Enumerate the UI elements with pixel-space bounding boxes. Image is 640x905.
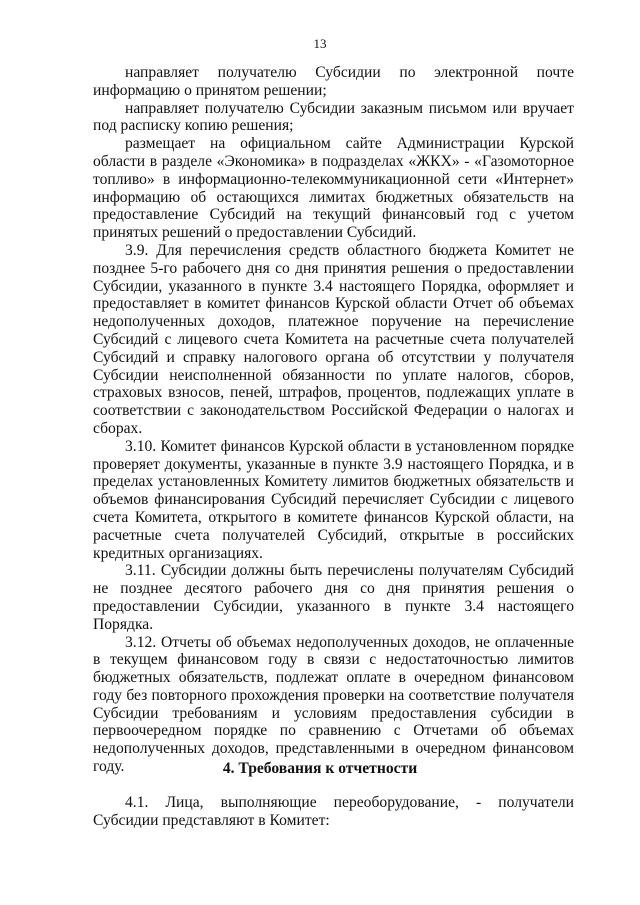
paragraph-3-10: 3.10. Комитет финансов Курской области в установленном порядке проверяет документы, указанные в пункте 3.9 настоящего Порядка, и в пределах установленных Комитету лимитов бюджетных обязательств и объемов финансирования Субсидий перечисляет Субсидии с лицевого счета Комитета, открытого в комитете финансов Курской области, на расчетные счета получателей Субсидий, открытые в российских кредитных организациях. bbox=[93, 437, 574, 562]
document-body bbox=[93, 64, 574, 776]
paragraph-4-1: 4.1. Лица, выполняющие переоборудование, - получатели Субсидии представляют в Комитет: bbox=[93, 794, 574, 829]
paragraph-publish-website: размещает на официальном сайте Администрации Курской области в разделе «Экономика» в подразделах «ЖКХ» - «Газомоторное топливо» в информационно-телекоммуникационной сети «Интернет» информацию об остающихся лимитах бюджетных обязательств на предоставление Субсидий на текущий финансовый год с учетом принятых решений о предоставлении Субсидий. bbox=[93, 135, 574, 242]
paragraph-3-11: 3.11. Субсидии должны быть перечислены получателям Субсидий не позднее десятого рабочего дня со дня принятия решения о предоставлении Субсидии, указанного в пункте 3.4 настоящего Порядка. bbox=[93, 562, 574, 633]
section-heading: 4. Требования к отчетности bbox=[222, 760, 418, 777]
page-number: 13 bbox=[313, 36, 327, 51]
paragraph-3-9: 3.9. Для перечисления средств областного бюджета Комитет не позднее 5-го рабочего дня со дня принятия решения о предоставлении Субсидии, указанного в пункте 3.4 настоящего Порядка, оформляет и предоставляет в комитет финансов Курской области Отчет об объемах недополученных доходов, платежное поручение на перечисление Субсидий с лицевого счета Комитета на расчетные счета получателей Субсидий и справку налогового органа об отсутствии у получателя Субсидии неисполненной обязанности по уплате налогов, сборов, страховых взносов, пеней, штрафов, процентов, подлежащих уплате в соответствии с законодательством Российской Федерации о налогах и сборах. bbox=[93, 241, 574, 437]
paragraph-notify-letter: направляет получателю Субсидии заказным письмом или вручает под расписку копию решения; bbox=[93, 99, 574, 135]
paragraph-notify-email: направляет получателю Субсидии по электронной почте информацию о принятом решении; bbox=[93, 64, 574, 99]
section-body bbox=[93, 794, 574, 830]
paragraph-3-12: 3.12. Отчеты об объемах недополученных доходов, не оплаченные в текущем финансовом году в связи с недостаточностью лимитов бюджетных обязательств, подлежат оплате в очередном финансовом году без повторного прохождения проверки на соответствие получателя Субсидии требованиям и условиям предоставления субсидии в первоочередном порядке по сравнению с Отчетами об объемах недополученных доходов, представленными в очередном финансовом году. bbox=[93, 633, 574, 776]
